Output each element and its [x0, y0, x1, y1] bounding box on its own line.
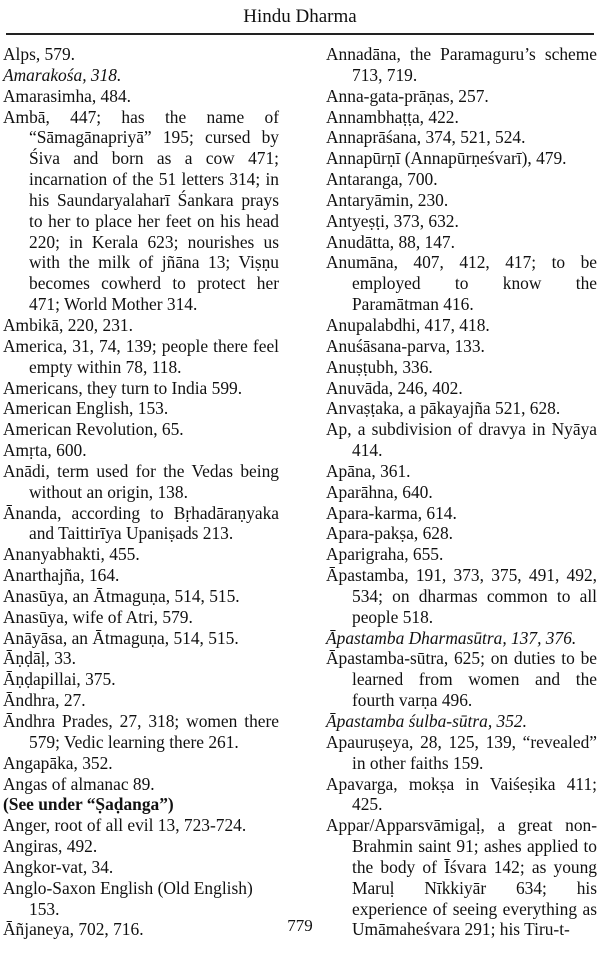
index-entry: Anasūya, an Ātmaguṇa, 514, 515.: [3, 585, 240, 606]
index-column-right: [326, 44, 597, 940]
page-number: 779: [287, 916, 313, 935]
index-entry: Anuśāsana-parva, 133.: [326, 335, 485, 356]
index-entry: Āñjaneya, 702, 716.: [3, 919, 144, 940]
index-entry: Anuṣṭubh, 336.: [326, 356, 433, 377]
index-entry: Anāyāsa, an Ātmaguṇa, 514, 515.: [3, 627, 239, 648]
index-entry: Angas of almanac 89.: [3, 773, 155, 794]
index-entry: Āpastamba śulba-sūtra, 352.: [326, 711, 527, 731]
index-entry: Angapāka, 352.: [3, 752, 113, 773]
index-column-left: [3, 44, 279, 940]
index-entry: Āṇḍapillai, 375.: [3, 669, 116, 690]
index-entry: Alps, 579.: [3, 44, 75, 64]
index-entry: Aparigraha, 655.: [326, 544, 444, 565]
index-entry: Angkor-vat, 34.: [3, 856, 114, 877]
index-entry: Americans, they turn to India 599.: [3, 377, 243, 398]
index-entry: Annaprāśana, 374, 521, 524.: [326, 127, 526, 148]
index-entry: Apavarga, mokṣa in Vaiśeṣika 411; 425.: [326, 773, 597, 815]
header-rule: [6, 33, 594, 35]
index-entry: Ānanda, according to Bṛhadāraṇyaka and Taittirīya Upaniṣads 213.: [3, 502, 279, 544]
index-entry: Amṛta, 600.: [3, 440, 87, 461]
index-entry: Anvaṣṭaka, a pākayajña 521, 628.: [326, 398, 561, 419]
index-entry: American English, 153.: [3, 398, 169, 419]
index-entry: Ap, a subdivision of dravya in Nyāya 414.: [326, 419, 597, 461]
index-entry: Anudātta, 88, 147.: [326, 231, 455, 252]
index-entry: Āpastamba, 191, 373, 375, 491, 492, 534; on dharmas common to all people 518.: [326, 565, 597, 627]
index-entry: American Revolution, 65.: [3, 419, 184, 440]
index-entry: Apara-karma, 614.: [326, 502, 457, 523]
index-entry: Apāna, 361.: [326, 460, 411, 481]
index-entry: Amarakośa, 318.: [3, 64, 122, 85]
index-entry: Āndhra, 27.: [3, 690, 86, 711]
index-entry: Angiras, 492.: [3, 836, 98, 857]
index-entry: Ananyabhakti, 455.: [3, 544, 140, 565]
index-entry: Anna-gata-prāṇas, 257.: [326, 85, 489, 106]
index-entry: Appar/Apparsvāmigaḷ, a great non-Brahmin saint 91; ashes applied to the body of Īśvara 142; as young Maruḷ Nīkkiyār 634; his experience of seeing everything as Umāmaheśvara 291; his Tiru-t-: [326, 815, 597, 940]
index-entry: Annadāna, the Paramaguru’s scheme 713, 719.: [326, 44, 597, 85]
index-entry: Annapūrṇī (Annapūrṇeśvarī), 479.: [326, 148, 567, 169]
index-entry: Aparāhna, 640.: [326, 481, 433, 502]
index-entry: Amarasimha, 484.: [3, 85, 131, 106]
index-entry: Anglo-Saxon English (Old English) 153.: [3, 877, 253, 919]
index-entry: Anuvāda, 246, 402.: [326, 377, 463, 398]
index-entry: America, 31, 74, 139; people there feel empty within 78, 118.: [3, 335, 279, 377]
index-entry: Apara-pakṣa, 628.: [326, 523, 453, 544]
index-entry: Ambikā, 220, 231.: [3, 314, 133, 335]
running-header: Hindu Dharma: [243, 6, 357, 27]
index-entry: Āṇḍāḷ, 33.: [3, 648, 76, 669]
index-entry-cross-reference: (See under “Ṣaḍanga”): [3, 794, 174, 815]
index-entry: Apauruṣeya, 28, 125, 139, “revealed” in other faiths 159.: [326, 731, 597, 773]
index-entry: Anger, root of all evil 13, 723-724.: [3, 815, 247, 836]
index-entry: Annambhaṭṭa, 422.: [326, 106, 459, 127]
index-entry: Anarthajña, 164.: [3, 565, 120, 586]
index-entry: Anādi, term used for the Vedas being without an origin, 138.: [3, 460, 279, 502]
index-entry: Āpastamba Dharmasūtra, 137, 376.: [326, 627, 577, 648]
index-entry: Āpastamba-sūtra, 625; on duties to be learned from women and the fourth varṇa 496.: [326, 648, 597, 711]
index-entry: Antyeṣṭi, 373, 632.: [326, 210, 459, 231]
index-entry: Anumāna, 407, 412, 417; to be employed to know the Paramātman 416.: [326, 252, 597, 315]
index-entry: Ambā, 447; has the name of “Sāmagānapriyā” 195; cursed by Śiva and born as a cow 471; incarnation of the 51 letters 314; in his Saundaryalaharī Śankara prays to her to place her feet on his head 220; in Kerala 623; nourishes us with the milk of jñāna 13; Viṣṇu becomes cowherd to protect her 471; World Mother 314.: [3, 106, 279, 315]
index-entry: Anasūya, wife of Atri, 579.: [3, 606, 193, 627]
index-entry: Antaranga, 700.: [326, 169, 438, 190]
index-entry: Āndhra Prades, 27, 318; women there 579; Vedic learning there 261.: [3, 711, 279, 752]
index-entry: Anupalabdhi, 417, 418.: [326, 314, 490, 335]
index-entry: Antaryāmin, 230.: [326, 189, 449, 210]
